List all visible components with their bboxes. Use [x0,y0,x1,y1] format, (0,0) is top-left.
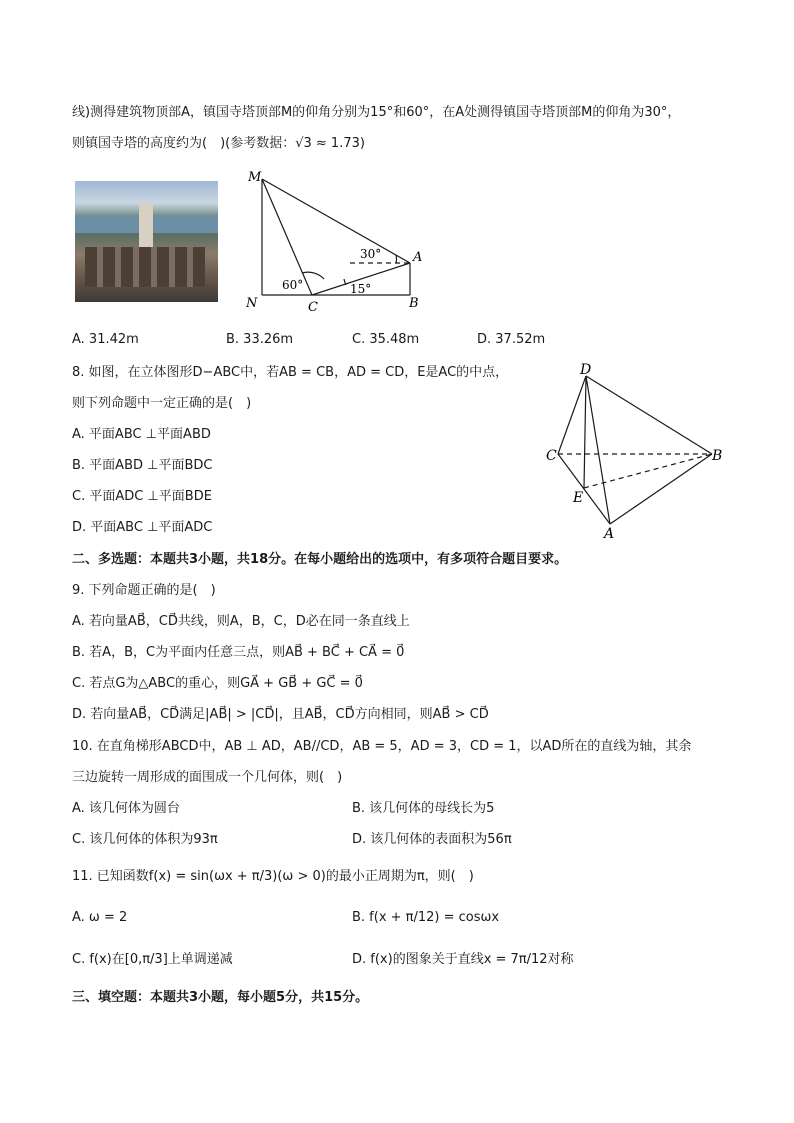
q10-option-d: D. 该几何体的表面积为56π [352,832,512,847]
q8-stem-line1: 8. 如图，在立体图形D−ABC中，若AB = CB，AD = CD，E是AC的中点， [72,365,509,380]
pagoda-photo [75,181,218,302]
q7-option-a: A. 31.42m [72,332,139,347]
q8-stem-line2: 则下列命题中一定正确的是( ) [72,396,252,411]
label-A: A [604,526,615,542]
q10-option-a: A. 该几何体为圆台 [72,801,180,816]
angle-15: 15° [350,282,372,296]
label-B: B [409,296,419,311]
q9-stem: 9. 下列命题正确的是( ) [72,583,216,598]
label-C: C [546,448,557,464]
q10-option-b: B. 该几何体的母线长为5 [352,801,495,816]
label-D: D [580,362,592,378]
q7-option-c: C. 35.48m [352,332,420,347]
q8-option-b: B. 平面ABD ⊥平面BDC [72,458,213,473]
label-C: C [308,300,318,315]
q8-option-c: C. 平面ADC ⊥平面BDE [72,489,212,504]
angle-30: 30° [360,247,382,261]
q7-stem-line2: 则镇国寺塔的高度约为( )(参考数据：√3 ≈ 1.73) [72,136,365,151]
q7-figure [240,165,440,315]
q7-option-d: D. 37.52m [477,332,546,347]
q7-stem-line1: 线)测得建筑物顶部A，镇国寺塔顶部M的仰角分别为15°和60°，在A处测得镇国寺塔顶部M的仰角为30°， [72,105,681,120]
angle-60: 60° [282,278,304,292]
q10-stem-line2: 三边旋转一周形成的面围成一个几何体，则( ) [72,770,343,785]
section-2-heading: 二、多选题：本题共3小题，共18分。在每小题给出的选项中，有多项符合题目要求。 [72,552,568,567]
label-A: A [413,250,423,265]
q9-option-a: A. 若向量AB⃗，CD⃗共线，则A，B，C，D必在同一条直线上 [72,614,410,629]
q11-option-d: D. f(x)的图象关于直线x = 7π/12对称 [352,952,574,967]
q9-option-c: C. 若点G为△ABC的重心，则GA⃗ + GB⃗ + GC⃗ = 0⃗ [72,676,363,691]
section-3-heading: 三、填空题：本题共3小题，每小题5分，共15分。 [72,990,369,1005]
q8-option-d: D. 平面ABC ⊥平面ADC [72,520,213,535]
q8-figure [540,358,740,542]
label-B: B [712,448,723,464]
q10-stem-line1: 10. 在直角梯形ABCD中，AB ⊥ AD，AB//CD，AB = 5，AD = 3，CD = 1，以AD所在的直线为轴，其余 [72,739,692,754]
q11-stem: 11. 已知函数f(x) = sin(ωx + π/3)(ω > 0)的最小正周期为π，则( ) [72,869,474,884]
q9-option-d: D. 若向量AB⃗，CD⃗满足|AB⃗| > |CD⃗|，且AB⃗，CD⃗方向相同，则AB⃗ > CD⃗ [72,707,489,722]
q7-option-b: B. 33.26m [226,332,294,347]
q8-option-a: A. 平面ABC ⊥平面ABD [72,427,211,442]
q11-option-c: C. f(x)在[0,π/3]上单调递减 [72,952,233,967]
label-E: E [573,490,584,506]
label-N: N [246,296,258,311]
q11-option-b: B. f(x + π/12) = cosωx [352,910,500,925]
q10-option-c: C. 该几何体的体积为93π [72,832,218,847]
label-M: M [248,170,262,185]
q11-option-a: A. ω = 2 [72,910,128,925]
q9-option-b: B. 若A，B，C为平面内任意三点，则AB⃗ + BC⃗ + CA⃗ = 0⃗ [72,645,405,660]
